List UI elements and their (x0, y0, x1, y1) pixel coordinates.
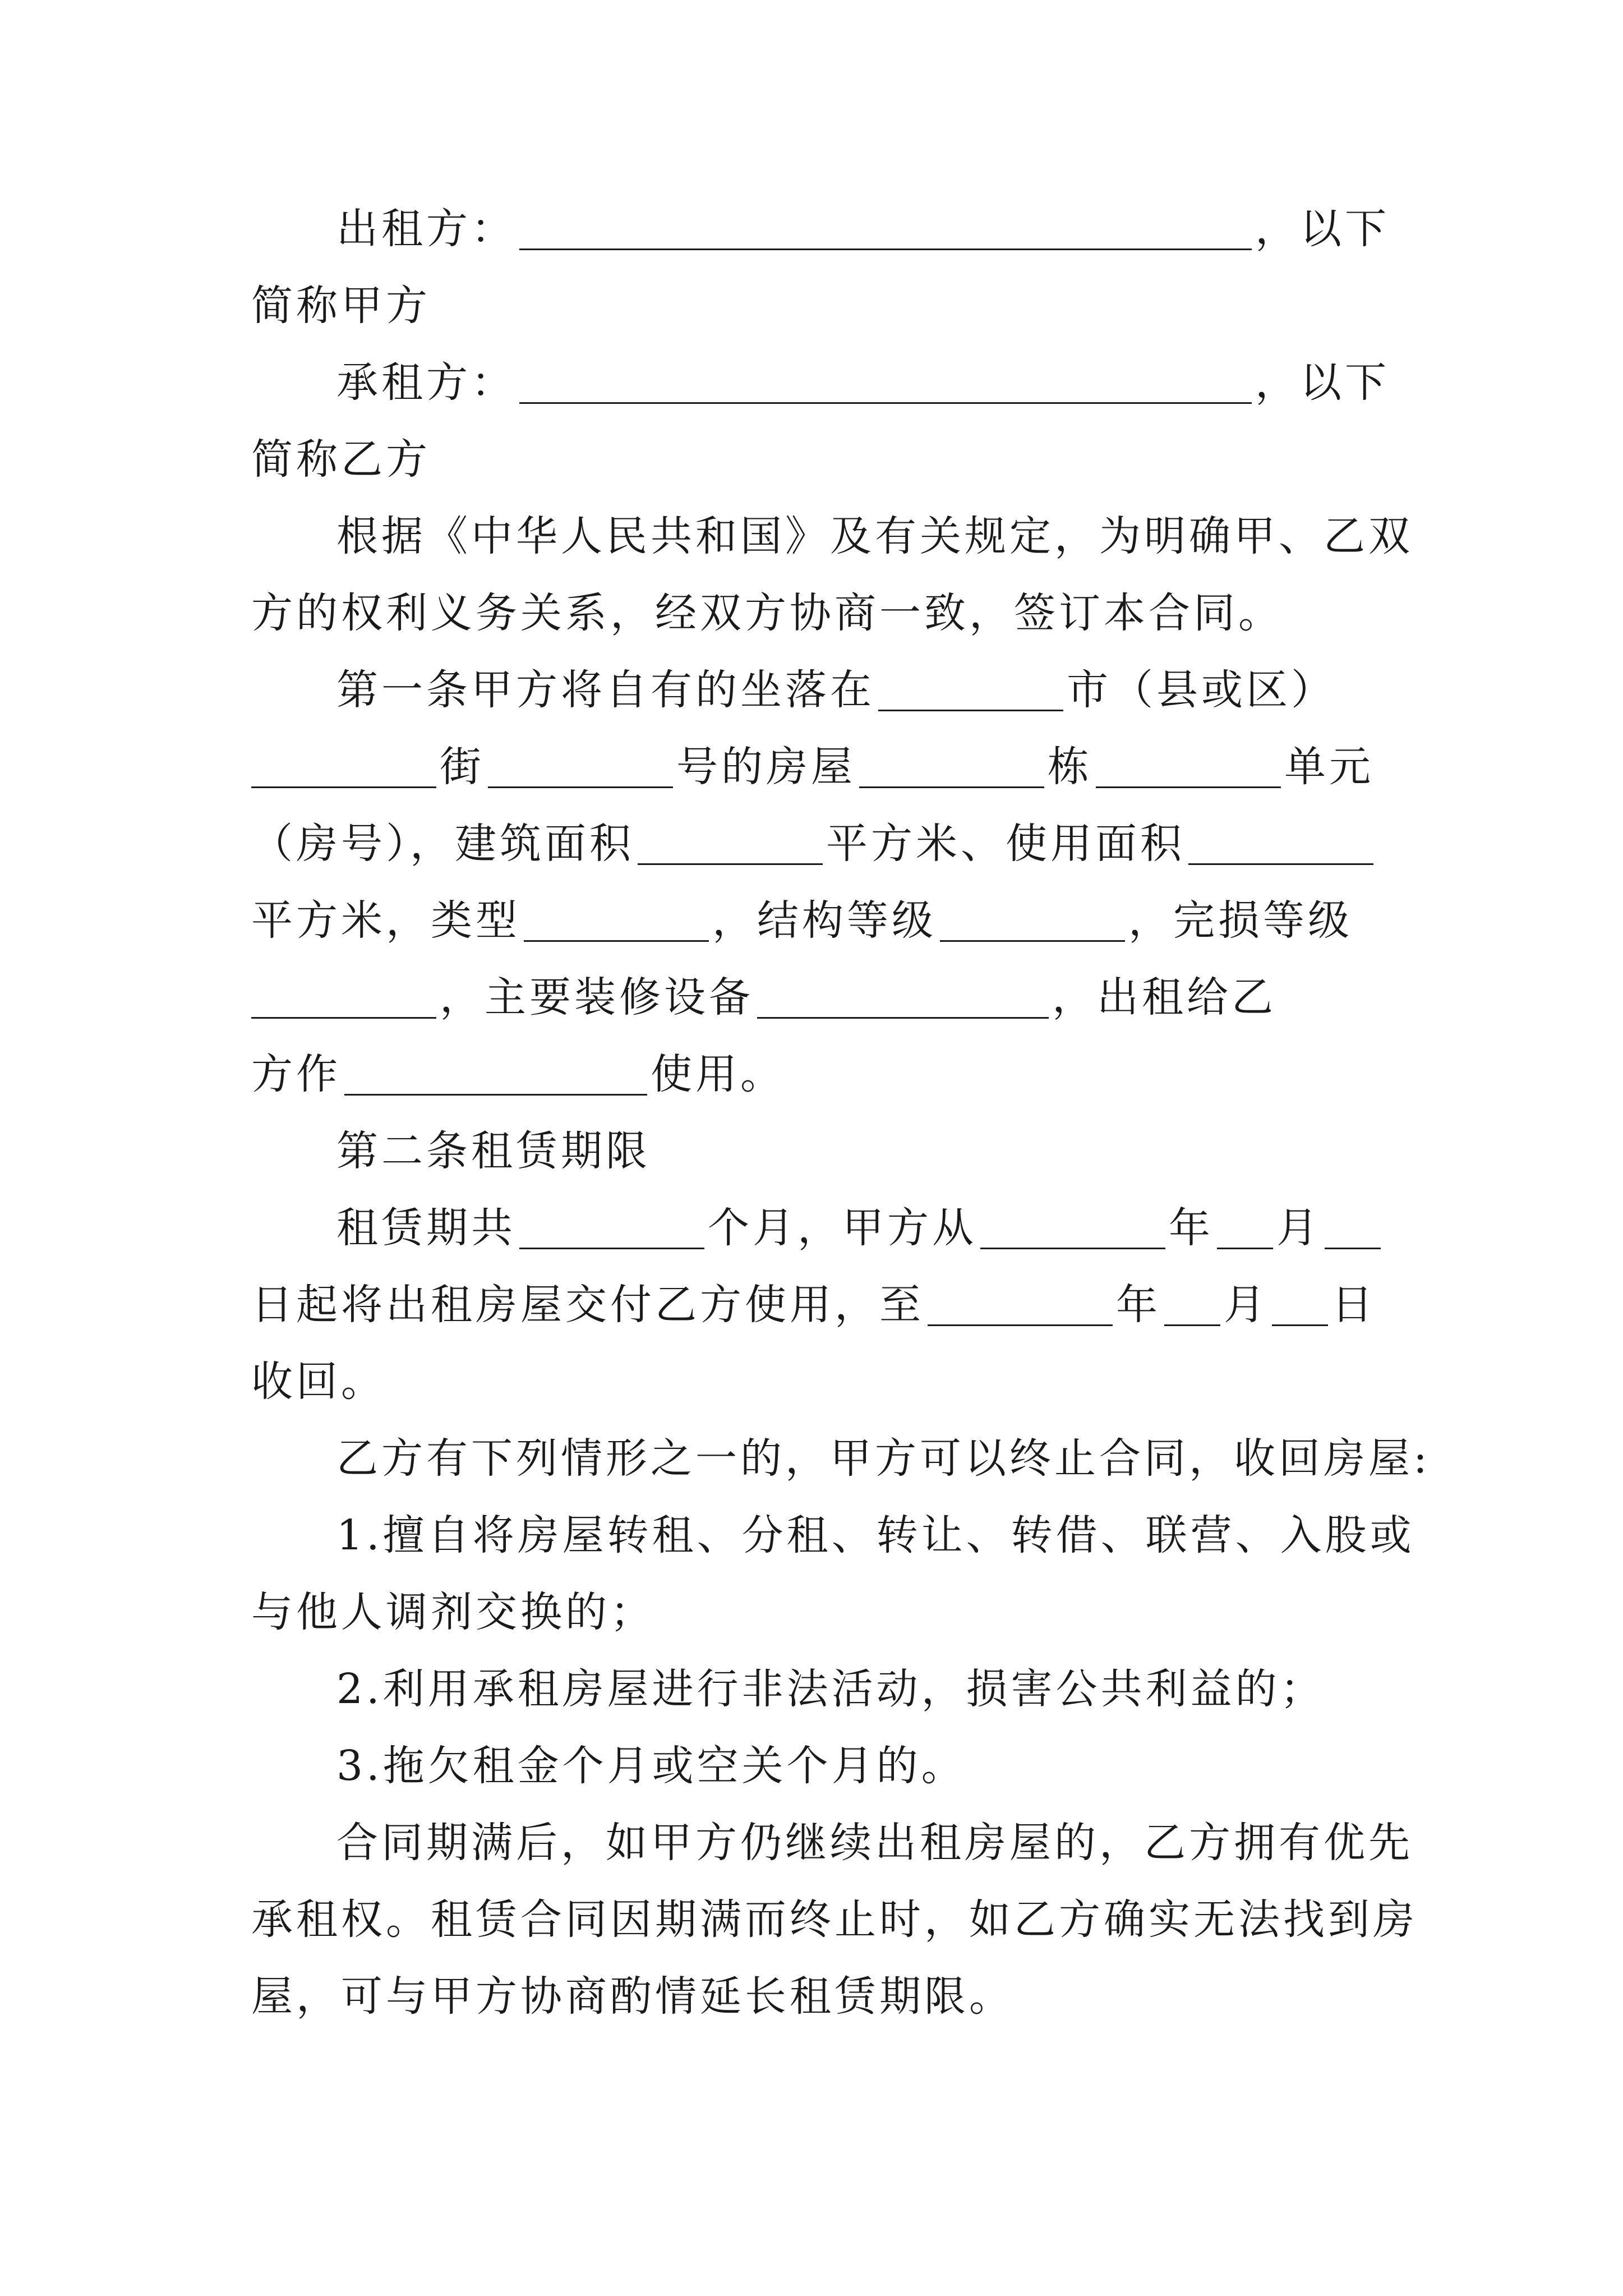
termination-intro (251, 1420, 1431, 1497)
art1-text-8: 平方米、使用面积 (826, 820, 1185, 868)
preamble-line-1 (251, 498, 1413, 575)
art1-text-2: 市（县或区） (1067, 666, 1336, 714)
lessor-cont-text: 简称甲方 (251, 282, 431, 330)
usage-blank (344, 1060, 647, 1096)
end-year-blank (928, 1291, 1113, 1326)
art2-text-4: 月 (1276, 1204, 1321, 1252)
art1-text-1: 第一条甲方将自有的坐落在 (336, 666, 875, 714)
lessor-cont (251, 268, 1390, 344)
lessee-label: 承租方： (336, 358, 516, 407)
contract-page (251, 191, 1431, 2035)
building-blank (859, 753, 1044, 788)
preamble-line-2 (251, 575, 1390, 652)
end-month-blank (1164, 1291, 1220, 1326)
art1-text-11: ，完损等级 (1128, 896, 1353, 945)
city-blank (878, 676, 1063, 711)
months-blank (519, 1214, 704, 1249)
art1-text-6: 单元 (1284, 743, 1374, 791)
lessor-label: 出租方： (336, 205, 516, 253)
damage-grade-blank (251, 983, 436, 1019)
art1-text-12: ，主要装修设备 (440, 973, 754, 1022)
termination-intro-text: 乙方有下列情形之一的，甲方可以终止合同，收回房屋: (336, 1434, 1431, 1483)
termination-item-2-text: 2.利用承租房屋进行非法活动，损害公共利益的； (336, 1665, 1325, 1713)
art2-text-1: 租赁期共 (336, 1204, 516, 1252)
lessee-cont-text: 简称乙方 (251, 435, 431, 484)
art1-text-9: 平方米，类型 (251, 896, 520, 945)
art1-text-10: ，结构等级 (712, 896, 937, 945)
usable-area-blank (1188, 830, 1373, 865)
renewal-line-2 (251, 1881, 1418, 1958)
street-blank (251, 753, 436, 788)
art1-text-14: 方作 (251, 1050, 341, 1098)
termination-item-1b (251, 1574, 1390, 1651)
renewal-text-1: 合同期满后，如甲方仍继续出租房屋的，乙方拥有优先 (336, 1819, 1413, 1867)
art1-line-4 (251, 882, 1390, 959)
unit-blank (1096, 753, 1281, 788)
termination-item-1a (251, 1497, 1415, 1574)
art2-title (251, 1113, 1390, 1190)
lessee-suffix: ，以下 (1255, 358, 1390, 407)
art1-line-6 (251, 1036, 1390, 1113)
lessor-suffix: ，以下 (1255, 205, 1390, 253)
art2-text-7: 月 (1224, 1281, 1269, 1329)
lessee-cont (251, 421, 1390, 498)
art2-text-5: 日起将出租房屋交付乙方使用，至 (251, 1281, 924, 1329)
number-blank (488, 753, 673, 788)
art2-text-6: 年 (1116, 1281, 1161, 1329)
art2-text-3: 年 (1169, 1204, 1214, 1252)
start-day-blank (1325, 1214, 1381, 1249)
lessee-blank (519, 369, 1252, 404)
art2-text-8: 日 (1331, 1281, 1376, 1329)
art2-line-2 (251, 1267, 1390, 1343)
termination-item-3-text: 3.拖欠租金个月或空关个月的。 (336, 1742, 966, 1790)
structure-grade-blank (940, 907, 1125, 942)
termination-item-3 (251, 1728, 1390, 1805)
lessor-line (251, 191, 1390, 268)
renewal-line-1 (251, 1805, 1413, 1881)
renewal-text-3: 屋，可与甲方协商酌情延长租赁期限。 (251, 1972, 1014, 2021)
floor-area-blank (638, 830, 823, 865)
art1-text-7: （房号），建筑面积 (251, 820, 634, 868)
art1-text-4: 号的房屋 (676, 743, 856, 791)
art1-line-2 (251, 729, 1390, 806)
art1-line-3 (251, 806, 1390, 882)
type-blank (524, 907, 709, 942)
art2-line-1 (251, 1190, 1390, 1267)
art2-line-3 (251, 1343, 1390, 1420)
art2-title-text: 第二条租赁期限 (336, 1127, 651, 1175)
art1-line-5 (251, 959, 1390, 1036)
lessee-line (251, 344, 1390, 421)
renewal-line-3 (251, 1958, 1390, 2035)
equipment-blank (757, 983, 1049, 1019)
termination-item-1a-text: 1.擅自将房屋转租、分租、转让、转借、联营、入股或 (336, 1511, 1415, 1559)
art2-text-2: 个月，甲方从 (708, 1204, 977, 1252)
end-day-blank (1272, 1291, 1328, 1326)
lessor-blank (519, 215, 1252, 250)
preamble-text-1: 根据《中华人民共和国》及有关规定，为明确甲、乙双 (336, 512, 1413, 560)
art1-line-1 (251, 652, 1390, 729)
preamble-text-2: 方的权利义务关系，经双方协商一致，签订本合同。 (251, 589, 1283, 637)
art1-text-13: ，出租给乙 (1052, 973, 1276, 1022)
start-month-blank (1217, 1214, 1273, 1249)
termination-item-2 (251, 1651, 1390, 1728)
art1-text-15: 使用。 (651, 1050, 785, 1098)
art1-text-5: 栋 (1048, 743, 1092, 791)
art2-text-9: 收回。 (251, 1358, 386, 1406)
termination-item-1b-text: 与他人调剂交换的； (251, 1588, 655, 1636)
art1-text-3: 街 (440, 743, 485, 791)
start-year-blank (980, 1214, 1165, 1249)
renewal-text-2: 承租权。租赁合同因期满而终止时，如乙方确实无法找到房 (251, 1895, 1418, 1944)
